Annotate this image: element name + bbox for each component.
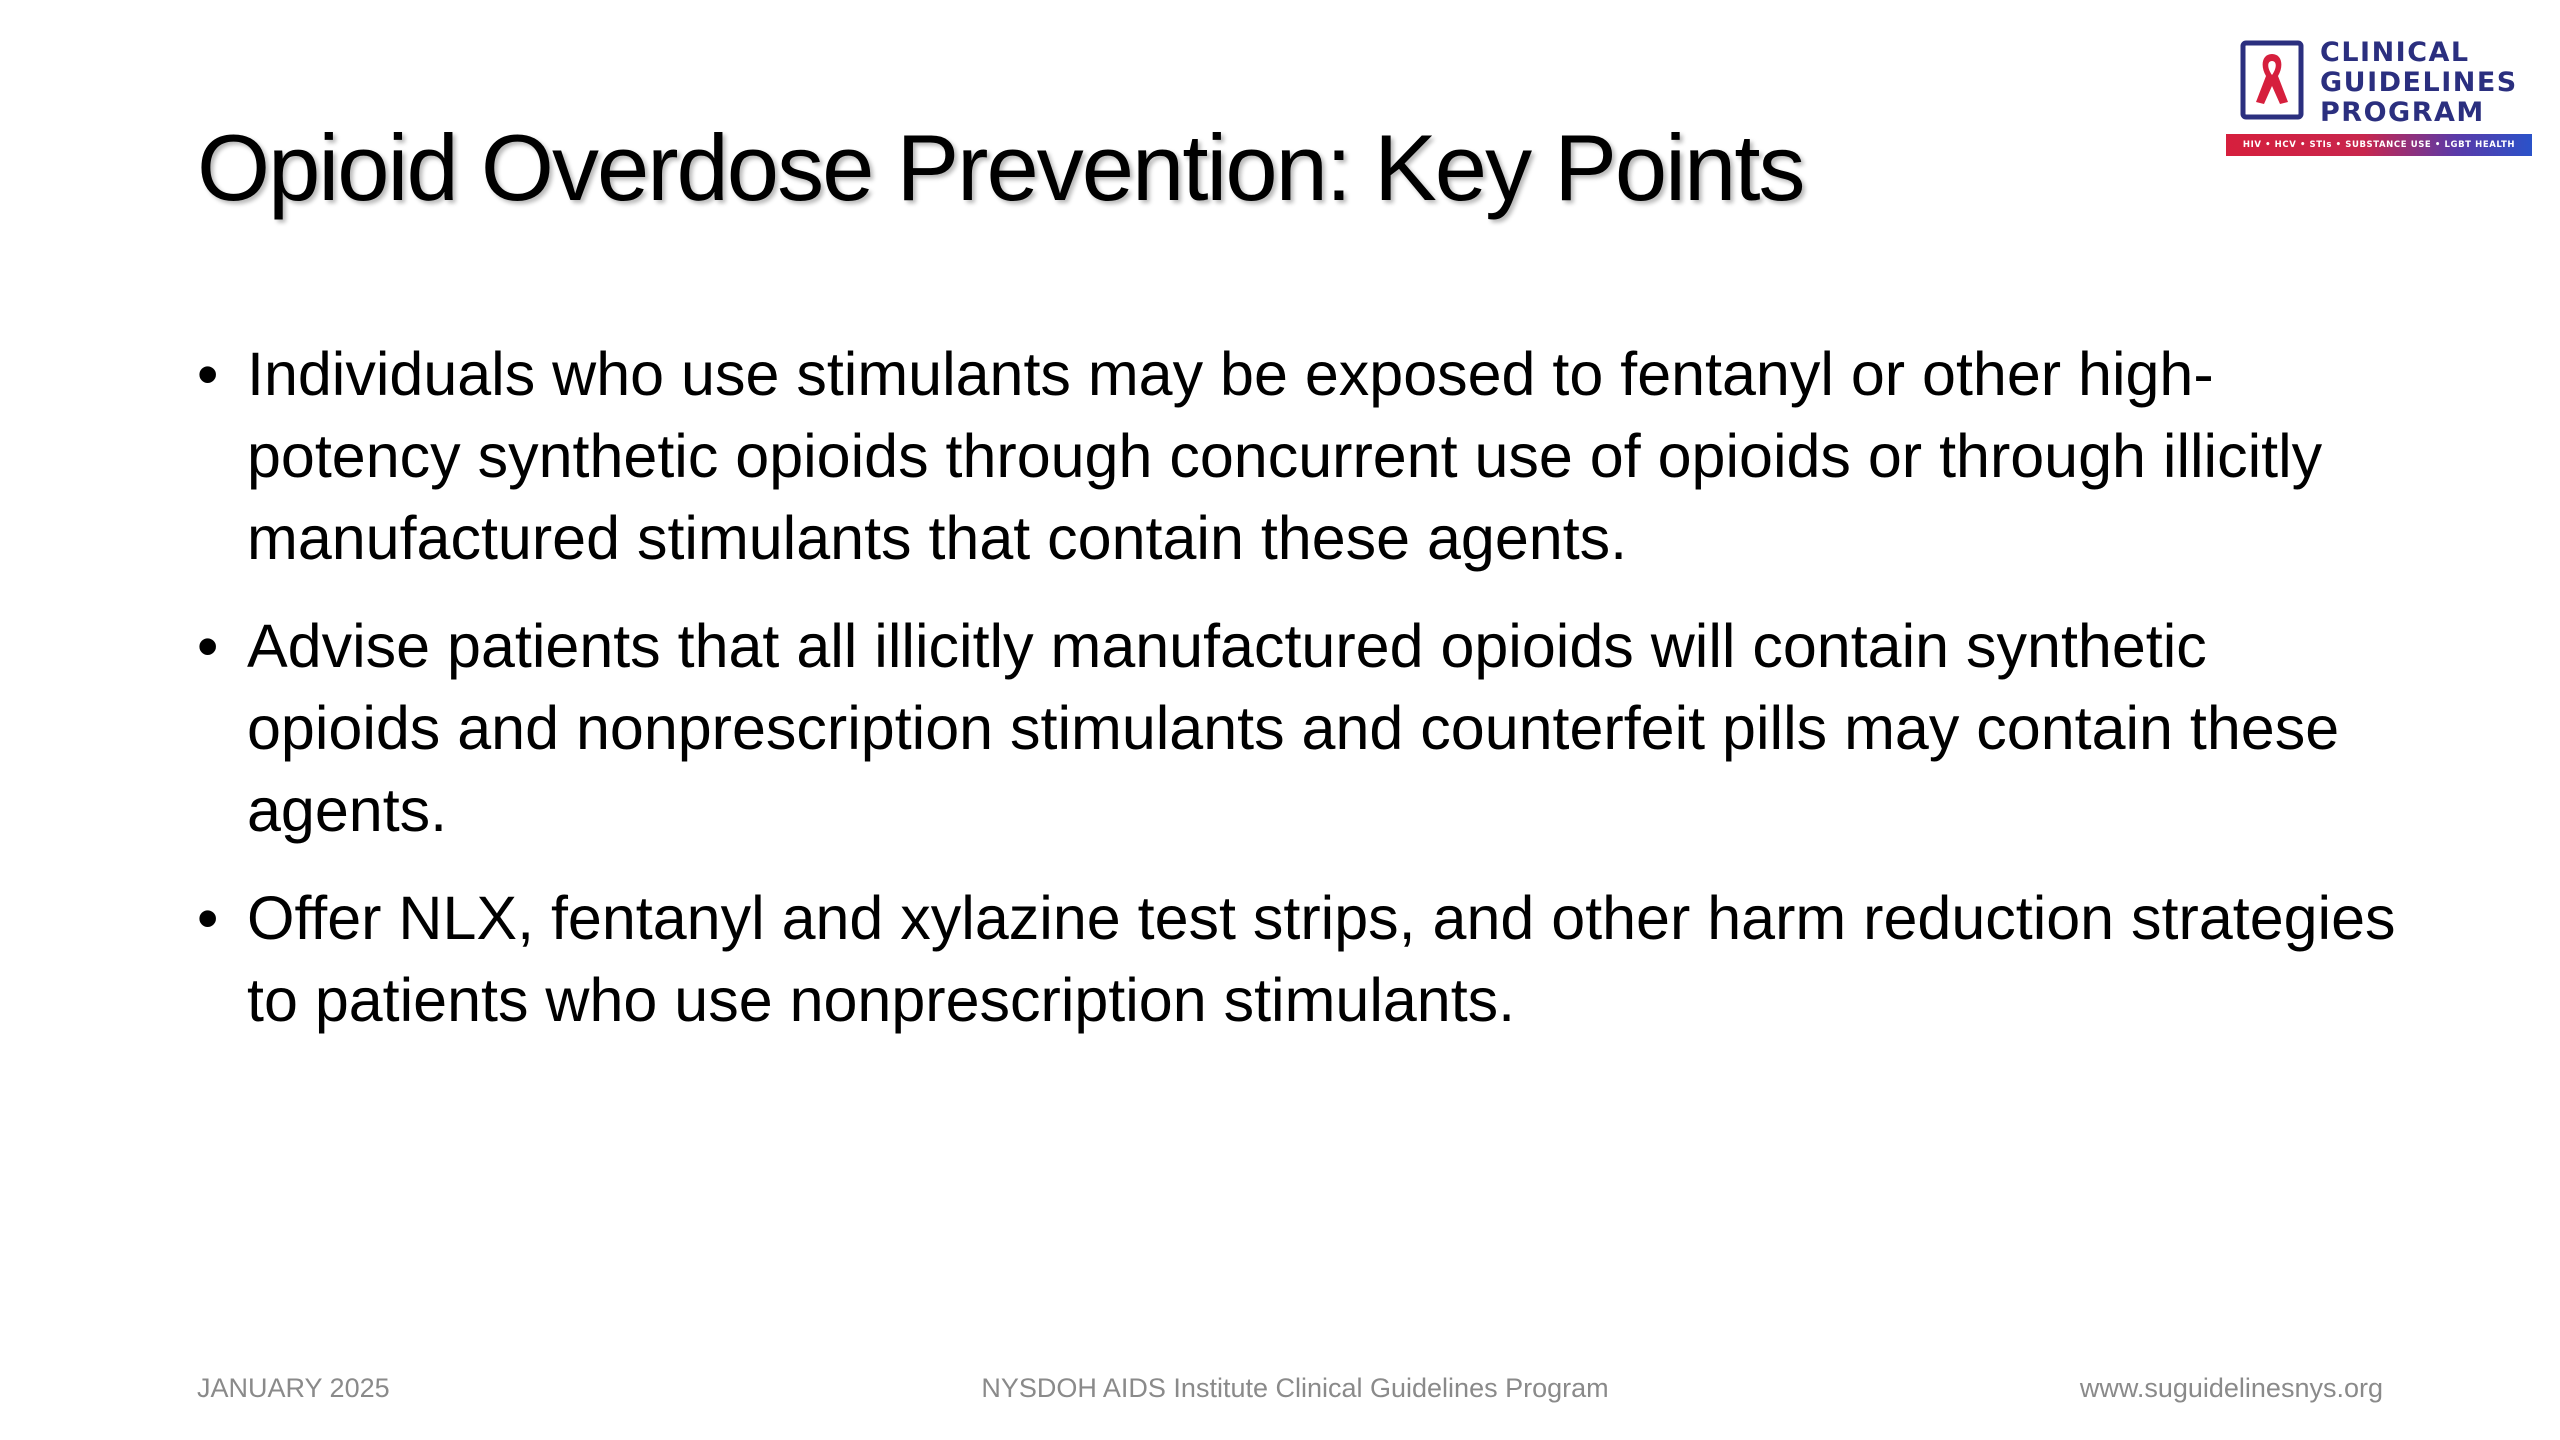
red-ribbon-icon xyxy=(2240,40,2304,120)
key-point-text: Offer NLX, fentanyl and xylazine test strips, and other harm reduction strategies to patients who use nonprescription stimulants. xyxy=(247,884,2396,1034)
key-point-2 xyxy=(197,605,2397,851)
logo-tagline-bar: HIV • HCV • STIs • SUBSTANCE USE • LGBT HEALTH xyxy=(2226,134,2532,156)
logo-line-1: CLINICAL xyxy=(2320,37,2470,68)
key-points-list xyxy=(197,333,2397,1067)
bullet-icon: • xyxy=(197,884,219,952)
key-point-text: Individuals who use stimulants may be exposed to fentanyl or other high-potency synthetic opioids through concurrent use of opioids or through illicitly manufactured stimulants that contain these agents. xyxy=(247,340,2323,572)
logo-line-3: PROGRAM xyxy=(2320,97,2485,128)
logo-wordmark xyxy=(2320,38,2518,128)
footer-website: www.suguidelinesnys.org xyxy=(2079,1373,2383,1403)
bullet-icon: • xyxy=(197,612,219,680)
clinical-guidelines-program-logo xyxy=(2226,38,2532,160)
footer-program-name: NYSDOH AIDS Institute Clinical Guidelines Program xyxy=(981,1373,1609,1403)
slide-title: Opioid Overdose Prevention: Key Points xyxy=(197,115,1804,220)
logo-line-2: GUIDELINES xyxy=(2320,67,2518,98)
key-point-text: Advise patients that all illicitly manufactured opioids will contain synthetic opioids and nonprescription stimulants and counterfeit pills may contain these agents. xyxy=(247,612,2340,844)
key-point-1 xyxy=(197,333,2397,579)
footer-date: JANUARY 2025 xyxy=(197,1373,390,1403)
key-point-3 xyxy=(197,877,2397,1041)
bullet-icon: • xyxy=(197,340,219,408)
